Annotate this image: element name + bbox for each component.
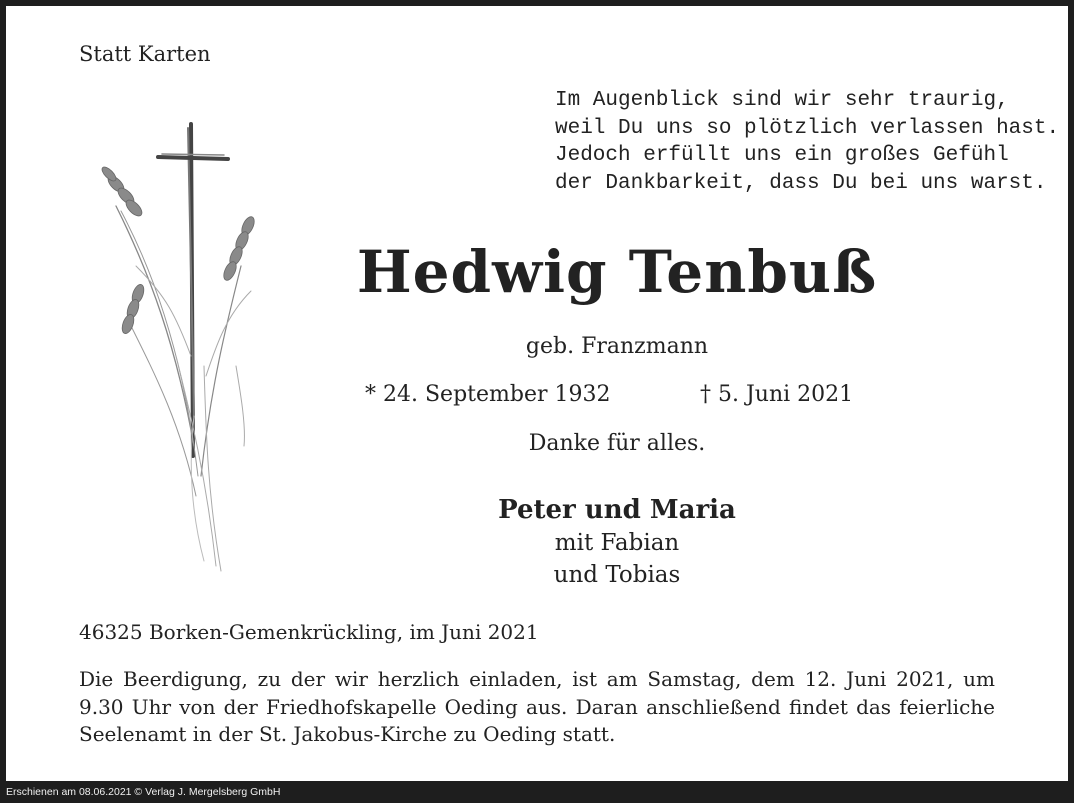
obituary-card [6, 6, 1068, 781]
thanks-line: Danke für alles. [528, 431, 706, 456]
signers-main: Peter und Maria [498, 495, 736, 525]
signers-line-2: mit Fabian [554, 530, 680, 556]
death-date: † 5. Juni 2021 [700, 382, 854, 407]
funeral-details: Die Beerdigung, zu der wir herzlich einladen, ist am Samstag, dem 12. Juni 2021, um 9.30 Uhr von der Friedhofskapelle Oeding aus. Daran anschließend findet das feierliche Seelenamt in der St. Jakobus-Kirche zu Oeding statt. [79, 667, 995, 746]
deceased-name: Hedwig Tenbuß [356, 238, 878, 306]
memorial-poem: Im Augenblick sind wir sehr traurig, weil Du uns so plötzlich verlassen hast. Jedoch erfüllt uns ein großes Gefühl der Dankbarkeit, dass Du bei uns warst. [555, 89, 1060, 195]
maiden-name: geb. Franzmann [525, 334, 709, 359]
signers-line-3: und Tobias [553, 562, 681, 588]
place-date: 46325 Borken-Gemenkrückling, im Juni 2021 [79, 620, 539, 644]
signers-block [6, 493, 1074, 591]
statt-karten-heading: Statt Karten [79, 42, 211, 66]
birth-date: * 24. September 1932 [365, 382, 611, 407]
publication-credit: Erschienen am 08.06.2021 © Verlag J. Mergelsberg GmbH [6, 786, 281, 798]
